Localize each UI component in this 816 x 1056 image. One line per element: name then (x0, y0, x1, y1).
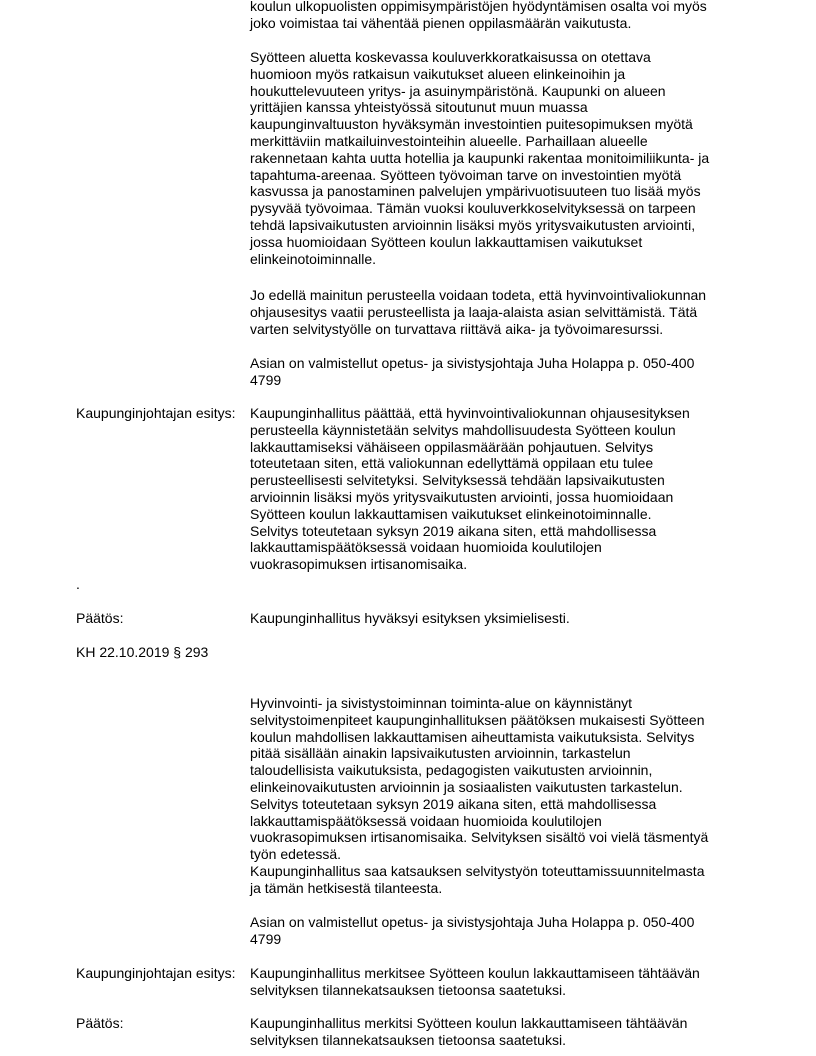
paragraph-prepared-by: Asian on valmistellut opetus- ja sivistysjohtaja Juha Holappa p. 050-400 4799 (250, 355, 695, 388)
paragraph-outside-learning-environments: koulun ulkopuolisten oppimisympäristöjen hyödyntämisen osalta voi myös joko voimistaa tai vähentää pienen oppilasmäärän vaikutusta. (250, 0, 707, 31)
stray-dot: . (76, 576, 80, 592)
decision-text-2: Kaupunginhallitus merkitsi Syötteen koulun lakkauttamiseen tähtäävän selvityksen tilannekatsauksen tietoonsa saatetuksi. (250, 1015, 688, 1048)
paragraph-investigation-status: Hyvinvointi- ja sivistystoiminnan toiminta-alue on käynnistänyt selvitystoimenpiteet kaupunginhallituksen päätöksen mukaisesti Syötteen koulun mahdollisen lakkauttamisen aiheuttamista vaikutuksista. Selvitys pitää sisällään ainakin lapsivaikutusten arvioinnin, tarkastelun taloudellisista vaikutuksista, pedagogisten vaikutusten arvioinnin, elinkeinovaikutusten arvioinnin ja sosiaalisten vaikutusten tarkastelun. Selvitys toteutetaan syksyn 2019 aikana siten, että mahdollisessa lakkauttamispäätöksessä voidaan huomioida koulutilojen vuokrasopimuksen irtisanomisaika. Selvityksen sisältö voi vielä täsmentyä työn edetessä. Kaupunginhallitus saa katsauksen selvitystyön toteuttamissuunnitelmasta ja tämän hetkisestä tilanteesta. (250, 695, 709, 896)
decision-label: Päätös: (76, 610, 124, 626)
paragraph-prepared-by-2: Asian on valmistellut opetus- ja sivistysjohtaja Juha Holappa p. 050-400 4799 (250, 914, 695, 947)
paragraph-business-impacts: Syötteen aluetta koskevassa kouluverkkoratkaisussa on otettava huomioon myös ratkaisun vaikutukset alueen elinkeinoihin ja houkuttelevuuteen yritys- ja asuinympäristönä. Kaupunki on alueen yrittäjien kanssa yhteistyössä sitoutunut muun muassa kaupunginvaltuuston hyväksymän investointien puitesopimuksen myötä merkittäviin matkailuinvestointeihin alueelle. Parhaillaan alueelle rakennetaan kahta uutta hotellia ja kaupunki rakentaa monitoimiliikunta- ja tapahtuma-areenaa. Syötteen työvoiman tarve on investointien myötä kasvussa ja panostaminen palvelujen ympärivuotisuuteen tuo lisää myös pysyvää työvoimaa. Tämän vuoksi kouluverkkoselvityksessä on tarpeen tehdä lapsivaikutusten arvioinnin lisäksi myös yritysvaikutusten arviointi, jossa huomioidaan Syötteen koulun lakkauttamisen vaikutukset elinkeinotoiminnalle. (250, 49, 710, 267)
decision-text: Kaupunginhallitus hyväksyi esityksen yksimielisesti. (250, 610, 570, 626)
proposal-label-2: Kaupunginjohtajan esitys: (76, 965, 236, 981)
proposal-text-2: Kaupunginhallitus merkitsee Syötteen koulun lakkauttamiseen tähtäävän selvityksen tilannekatsauksen tietoonsa saatetuksi. (250, 965, 700, 998)
decision-label-2: Päätös: (76, 1015, 124, 1031)
paragraph-thorough-investigation: Jo edellä mainitun perusteella voidaan todeta, että hyvinvointivaliokunnan ohjausesitys vaatii perusteellista ja laaja-alaista asian selvittämistä. Tätä varten selvitystyölle on turvattava riittävä aika- ja työvoimaresurssi. (250, 287, 707, 337)
meeting-reference: KH 22.10.2019 § 293 (76, 644, 209, 660)
proposal-text: Kaupunginhallitus päättää, että hyvinvointivaliokunnan ohjausesityksen perusteella käynnistetään selvitys mahdollisuudesta Syötteen koulun lakkauttamiseksi vähäiseen oppilasmäärään pohjautuen. Selvitys toteutetaan siten, että valiokunnan edellyttämä oppilaan etu tulee perusteellisesti selvitetyksi. Selvityksessä tehdään lapsivaikutusten arvioinnin lisäksi myös yritysvaikutusten arviointi, jossa huomioidaan Syötteen koulun lakkauttamisen vaikutukset elinkeinotoiminnalle. Selvitys toteutetaan syksyn 2019 aikana siten, että mahdollisessa lakkauttamispäätöksessä voidaan huomioida koulutilojen vuokrasopimuksen irtisanomisaika. (250, 405, 690, 573)
proposal-label: Kaupunginjohtajan esitys: (76, 405, 236, 421)
